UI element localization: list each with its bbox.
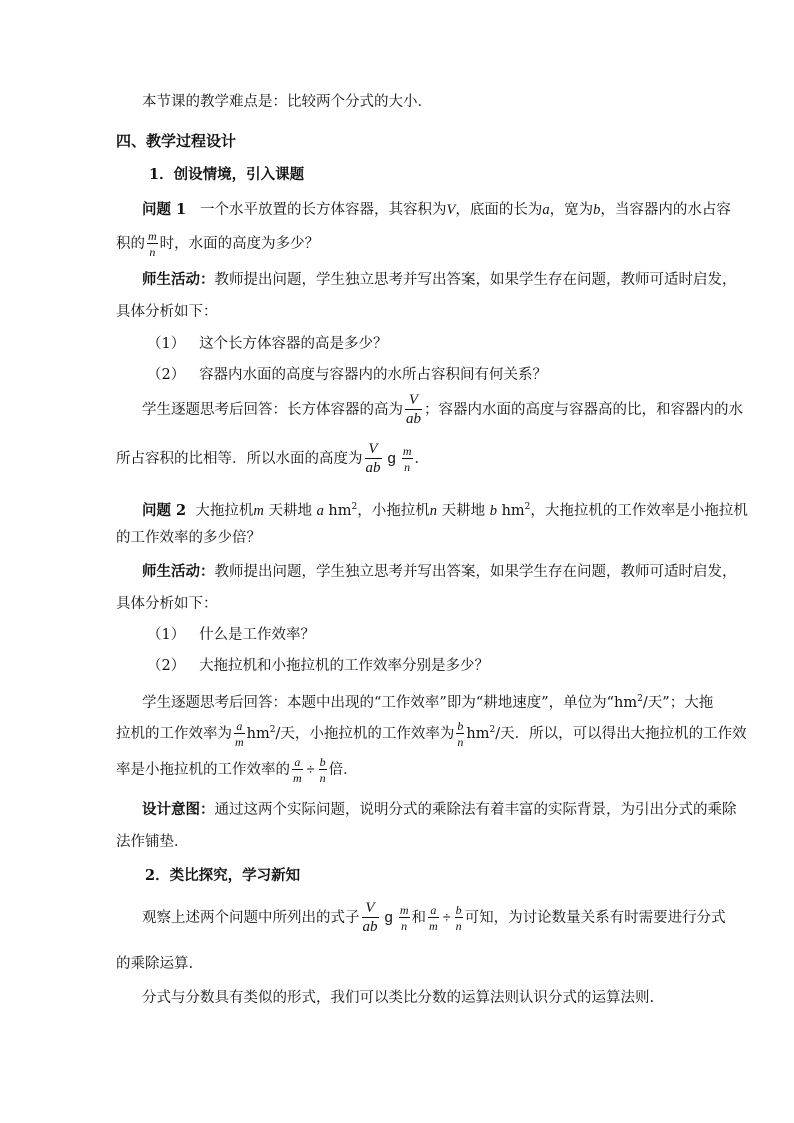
q1-text: ，当容器内的水占容 (600, 202, 731, 218)
unit-sup: 2 (489, 725, 496, 735)
fraction-m-n: $\frac{m}{n}$ (148, 229, 157, 259)
item-text: 容器内水面的高度与容器内的水所占容积间有何关系？ (199, 367, 548, 383)
answer-text: ． (414, 451, 430, 467)
answer-2-line-3 (116, 752, 358, 788)
activity-label: 师生活动： (142, 563, 215, 580)
obs-text: 可知，为讨论数量关系有时需要进行分式 (464, 910, 726, 926)
question-2-line-1 (142, 497, 748, 521)
q1-text: 一个水平放置的长方体容器，其容积为 (199, 202, 447, 218)
var-b: b (489, 502, 497, 519)
design-label: 设计意图： (142, 801, 215, 818)
answer-2-line-2 (116, 712, 747, 752)
fraction-b-n: $\frac{b}{n}$ (319, 755, 326, 785)
var-m: m (253, 502, 264, 519)
answer-text: /天”；大拖 (642, 694, 714, 711)
item-number: （1） (147, 627, 186, 643)
unit-sup: 2 (269, 725, 276, 735)
var-b: b (593, 202, 601, 218)
activity-1-item-2 (147, 365, 547, 385)
design-text: 通过这两个实际问题，说明分式的乘除法有着丰富的实际背景，为引出分式的乘除 (214, 802, 737, 818)
item-text: 大拖拉机和小拖拉机的工作效率分别是多少？ (199, 658, 490, 674)
question-2-line-2: 的工作效率的多少倍？ (116, 530, 261, 546)
observation-line-2: 的乘除运算. (116, 956, 194, 972)
obs-text: 和 (411, 910, 427, 926)
question-1-label: 问题 1 (142, 201, 187, 218)
var-a: a (542, 202, 550, 218)
subsection-title-2: 2．类比探究，学习新知 (145, 867, 301, 884)
fraction-V-ab: $\frac{V}{ab}$ (406, 392, 421, 427)
q2-text: 天耕地 (441, 502, 486, 519)
activity-2-line-1 (142, 562, 737, 582)
unit-sup: 2 (524, 502, 531, 512)
q1-text: ，底面的长为 (455, 202, 543, 218)
q1-text: 积的 (116, 236, 145, 252)
fraction-m-n: $\frac{m}{n}$ (399, 903, 409, 933)
q2-text: 大拖拉机 (195, 502, 254, 519)
answer-text: /天．所以，可以得出大拖拉机的工作效 (495, 725, 747, 742)
question-1-line-1 (142, 200, 731, 220)
multiply-glyph: g (384, 909, 393, 926)
answer-text: 所占容积的比相等．所以水面的高度为 (116, 451, 363, 467)
difficulty-text: 本节课的教学难点是：比较两个分式的大小． (142, 94, 432, 110)
fraction-b-n: $\frac{b}{n}$ (455, 903, 462, 933)
activity-text: 教师提出问题，学生独立思考并写出答案，如果学生存在问题，教师可适时启发， (214, 272, 737, 288)
activity-2-item-2 (147, 656, 489, 676)
q2-text: ，小拖拉机 (357, 502, 430, 519)
item-text: 什么是工作效率？ (199, 627, 316, 643)
activity-text: 教师提出问题，学生独立思考并写出答案，如果学生存在问题，教师可适时启发， (214, 564, 737, 580)
unit-sup: 2 (351, 502, 358, 512)
divide-glyph: ÷ (442, 910, 451, 926)
activity-1-item-1 (147, 334, 388, 354)
question-2-label: 问题 2 (142, 501, 187, 519)
activity-1-line-1 (142, 270, 737, 290)
item-number: （2） (147, 658, 186, 674)
activity-1-line-2: 具体分析如下： (116, 304, 218, 320)
answer-text: 学生逐题思考后回答：本题中出现的“工作效率”即为“耕地速度”，单位为“hm (142, 694, 638, 711)
answer-text: 率是小拖拉机的工作效率的 (116, 762, 290, 778)
question-1-line-2 (116, 230, 319, 258)
fraction-V-ab: $\frac{V}{ab}$ (362, 900, 378, 935)
answer-text: ；容器内水面的高度与容器高的比，和容器内的水 (424, 402, 743, 418)
fraction-V-ab: $\frac{V}{ab}$ (365, 441, 381, 476)
unit: hm (328, 502, 352, 519)
answer-text: 学生逐题思考后回答：长方体容器的高为 (142, 402, 403, 418)
q1-text: ，宽为 (549, 202, 594, 218)
fraction-a-m: $\frac{a}{m}$ (293, 755, 302, 785)
fraction-b-n: $\frac{b}{n}$ (457, 718, 464, 749)
answer-text: 倍． (328, 762, 358, 778)
divide-glyph: ÷ (306, 762, 315, 778)
activity-2-item-1 (147, 625, 315, 645)
design-intent-line-1 (142, 800, 737, 820)
unit: hm (501, 502, 525, 519)
item-number: （2） (147, 367, 186, 383)
section-title: 四、教学过程设计 (116, 132, 237, 150)
fraction-a-m: $\frac{a}{m}$ (429, 903, 438, 933)
fraction-m-n: $\frac{m}{n}$ (402, 444, 412, 474)
answer-text: /天，小拖拉机的工作效率为 (275, 725, 455, 742)
observation-line-1 (142, 898, 726, 938)
q2-text: ，大拖拉机的工作效率是小拖拉机 (530, 502, 748, 519)
unit: hm (466, 725, 490, 742)
item-text: 这个长方体容器的高是多少？ (199, 336, 388, 352)
multiply-glyph: g (387, 450, 396, 467)
activity-2-line-2: 具体分析如下： (116, 596, 218, 612)
var-n: n (429, 502, 437, 519)
answer-2-line-1 (142, 689, 713, 713)
activity-label: 师生活动： (142, 271, 215, 288)
q1-text: 时，水面的高度为多少？ (159, 236, 320, 252)
var-V: V (446, 202, 456, 218)
fraction-a-m: $\frac{a}{m}$ (235, 718, 244, 749)
unit-sup: 2 (637, 694, 643, 704)
var-a: a (316, 502, 324, 519)
unit: hm (246, 725, 270, 742)
last-paragraph: 分式与分数具有类似的形式，我们可以类比分数的运算法则认识分式的运算法则. (142, 990, 655, 1006)
answer-1-line-2 (116, 441, 429, 477)
obs-text: 观察上述两个问题中所列出的式子 (142, 910, 360, 926)
answer-text: 拉机的工作效率为 (116, 725, 232, 742)
subsection-title-1: 1．创设情境，引入课题 (149, 166, 305, 183)
design-intent-line-2: 法作铺垫． (116, 834, 189, 850)
q2-text: 天耕地 (268, 502, 312, 519)
answer-1-line-1 (142, 392, 743, 428)
item-number: （1） (147, 336, 186, 352)
